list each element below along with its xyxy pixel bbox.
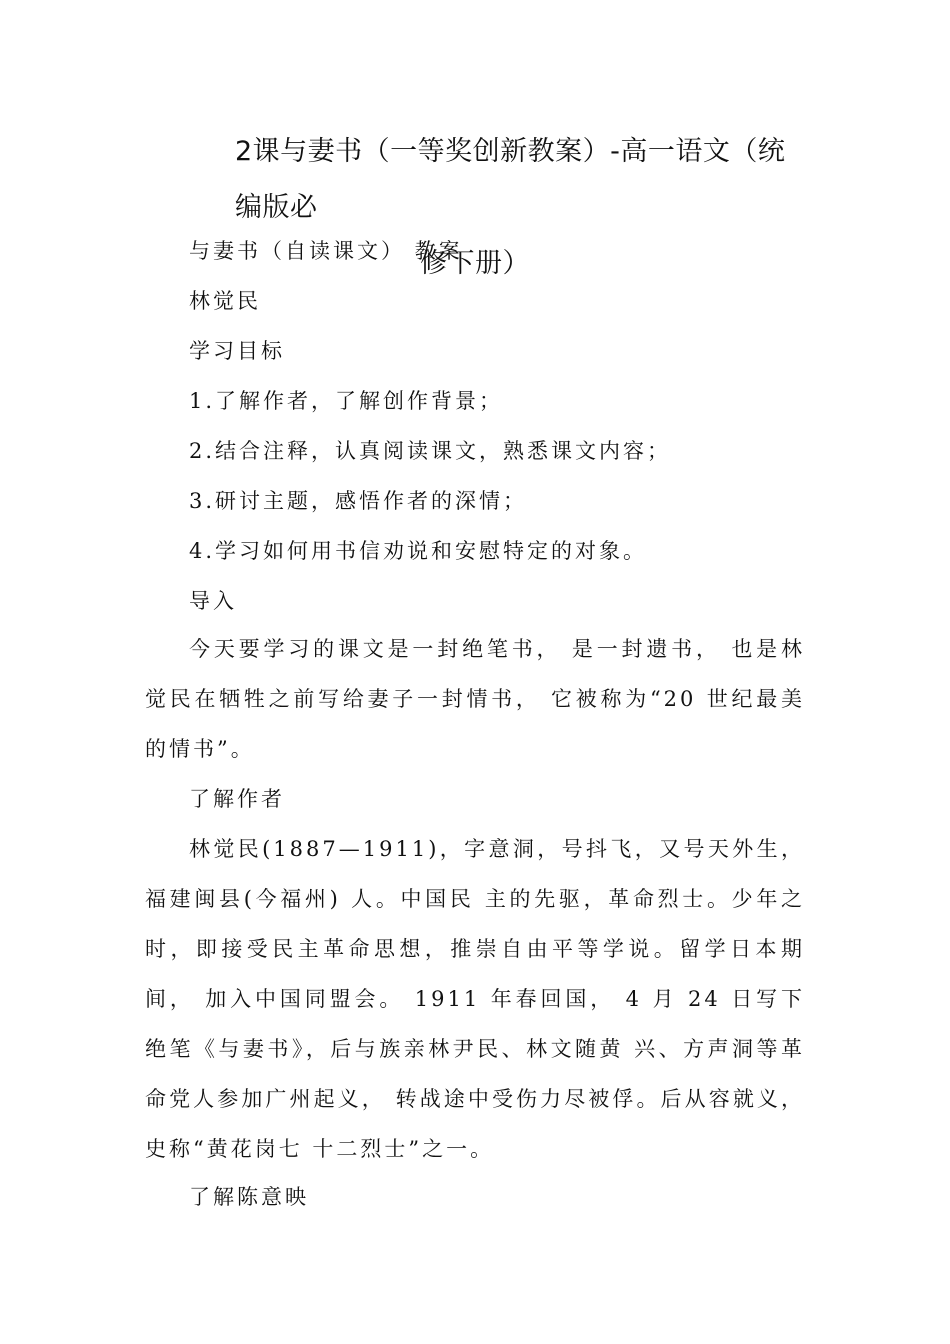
author-paragraph: 林觉民(1887—1911)，字意洞，号抖飞，又号天外生，福建闽县(今福州) 人。中国民 主的先驱，革命烈士。少年之时，即接受民主革命思想，推崇自由平等学说。留学日本期间， 加入中国同盟会。 1911 年春回国， 4 月 24 日写下绝笔《与妻书》，后与族亲林尹民、林文随黄 兴、方声洞等革命党人参加广州起义， 转战途中受伤力尽被俘。后从容就义， 史称“黄花岗七 十二烈士”之一。 bbox=[145, 837, 805, 1161]
objective-item: 3.研讨主题，感悟作者的深情； bbox=[189, 489, 528, 513]
objective-item: 2.结合注释，认真阅读课文，熟悉课文内容； bbox=[189, 439, 672, 463]
author-name: 林觉民 bbox=[189, 289, 261, 313]
objective-item: 4.学习如何用书信劝说和安慰特定的对象。 bbox=[189, 539, 648, 563]
title-line-2: 修下册） bbox=[420, 248, 530, 279]
chen-section-heading: 了解陈意映 bbox=[189, 1185, 309, 1209]
intro-heading: 导入 bbox=[189, 589, 237, 613]
objectives-heading: 学习目标 bbox=[189, 339, 285, 363]
objective-item: 1.了解作者，了解创作背景； bbox=[189, 389, 504, 413]
author-section-heading: 了解作者 bbox=[189, 787, 285, 811]
intro-paragraph: 今天要学习的课文是一封绝笔书， 是一封遗书， 也是林觉民在牺牲之前写给妻子一封情书， 它被称为“20 世纪最美的情书”。 bbox=[145, 637, 805, 761]
lesson-heading: 与妻书（自读课文） 教案 bbox=[189, 239, 463, 263]
title-line-1: 2课与妻书（一等奖创新教案）-高一语文（统编版必 bbox=[235, 136, 786, 223]
